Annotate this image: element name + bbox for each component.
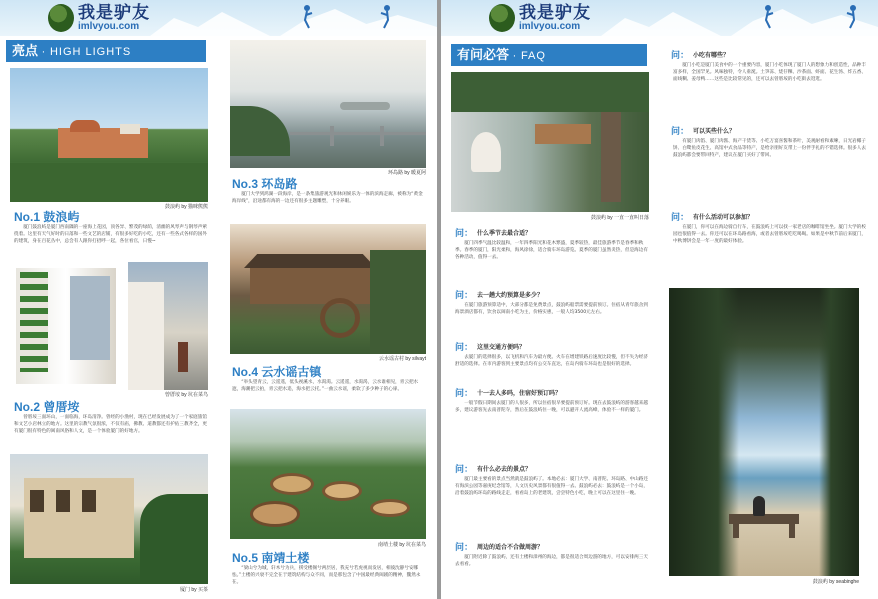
street-photo [128,262,208,390]
faq-answer: 厦门四季气温比较温和，一年四季阳光和花木繁盛，夏季较热，最佳旅游季节是春季和秋季。春季的厦门，阳光柔和，海风徐徐，适合骑车环岛游览。夏季的厦门虽然炎热，但是海边有各种活动，值得一去。 [455,241,648,261]
faq-answer: 厦门附近除了鼓浪屿，还有土楼和漳州的海边，都是很适合周边游的地方，可以安排两三天去看看。 [455,555,648,568]
photo-caption: 鼓浪屿 by 一直一直叫日落 [590,215,649,221]
ask-label: 问： [455,465,474,475]
section-title-highlights [6,40,206,62]
donkey-mascot-icon [48,4,74,32]
item-number: No.2 [14,400,41,414]
skier-icon [761,4,775,30]
faq-question-text: 什么季节去最合适？ [477,230,532,237]
ask-label: 问： [671,213,690,223]
section-title-faq [451,44,647,66]
faq-question-text: 有什么必去的景点？ [477,466,532,473]
ask-label: 问： [455,543,474,553]
item-number: No.1 [14,210,41,224]
faq-question [671,124,735,137]
section-title-sep: · [512,50,518,62]
photo-caption: 南靖土楼 by 坑在菜鸟 [377,542,426,548]
skier-icon [380,4,394,30]
faq-question [455,288,543,301]
logo-url: imlvyou.com [78,20,140,32]
item-description: 曾厝垵三面环山，一面临海，环岛清净。曾经的小渔村，现在已经发展成为了一个家庭旅馆和文艺小店林立的地方。这里的宗教气氛很浓，不仅有庙，佛教、道教都还有护佑三教齐全，更有厦门很有特色的闽南风俗和人文，是一个体验厦门的好地方。 [14,415,207,435]
huandaolu-photo [230,40,426,168]
faq-answer: 厦门最主要看的景点当然就是鼓浪屿了。本地必去：厦门大学、南普陀、环岛路、中山路还有海滨公园等嘉庚纪念馆等，人文历史风景都有很值得一去。鼓浪屿必去：鼓浪屿是一个小岛，沿着鼓浪屿环岛的路线走走，看看岛上的老建筑，尝尝特色小吃，晚上可以在这里住一晚。 [455,477,648,497]
faq-question-text: 这里交通方便吗？ [477,344,526,351]
photo-caption: 厦门 by 买茶 [179,587,208,593]
item-heading [232,549,309,566]
faq-question-text: 有什么活动可以参加？ [693,214,754,221]
item-number: No.5 [232,551,259,565]
faq-answer: 一般节假日期间去厦门的人很多，所以住宿很早要提前预订好。现在去鼓浪屿的游客越来越多，建议游客先去南普陀寺，然后在鼓浪屿住一晚，可以避开人流高峰，体验不一样的厦门。 [455,401,648,414]
faq-answer: 在厦门旅游预算适中，大部分都是免费景点，鼓浪屿船票需要提前预订。住宿从青年旅舍到海景酒店都有，饮食以闽南小吃为主，价格实惠，一般人均3500元左右。 [455,303,648,316]
section-title-cn: 亮点 [12,43,39,58]
ask-label: 问： [455,389,474,399]
faq-answer: 有厦门肉馅、厦门肉酱、海产干货等、小吃万宴喜酱和茶叶，美观耐看和素嗦，日光岩椰子饼、白鹭鱼皮花生、高馆中式食品等特产，是给亲朋好友带上一份伴手礼的不错选择。很多人去鼓浪屿都会要带回特产，建议在厦门买好了带回。 [673,139,866,159]
faq-question-text: 可以买些什么？ [693,128,736,135]
ask-label: 问： [671,51,690,61]
faq-question-text: 小吃有哪些？ [693,52,730,59]
item-description: 厦门大学到鸿湖一段海岸，是一条集旅游观光和休闲娱乐为一体的滨海走廊，被称为“黄金海岸线”，沿途都有海的一边还有很多主题雕塑，十分养眼。 [232,192,423,205]
photo-caption: 云水谣古村 by silvayt [379,356,426,362]
photo-caption: 鼓浪屿 by seabinghe [812,579,859,585]
item-number: No.4 [232,365,259,379]
item-number: No.3 [232,177,259,191]
section-title-en: FAQ [520,50,546,62]
site-logo[interactable] [48,2,150,34]
ask-label: 问： [671,127,690,137]
faq-question-text: 十一去人多吗，住宿好预订吗？ [477,390,562,397]
header-banner [441,0,878,36]
gulangyu-lane-photo [451,72,649,212]
logo-title: 我是驴友 [519,2,591,23]
item-heading [232,175,297,192]
item-heading [14,398,79,415]
section-title-en: HIGH LIGHTS [49,46,132,58]
faq-question [455,226,531,239]
faq-question [455,540,543,553]
header-banner [0,0,437,36]
item-description: 厦门鼓浪屿是厦门西南隅的一座海上花园，顶各异、繁茂的绿荫，清幽的风琴声与钢琴声萦绕着。这里有天气好时的日落和一些文艺的店铺，有很多好吃的小吃，还有一些各式各样的国外的建筑，身在百花丛中，总会有人跟你打招呼一起，各位看官，日慢~ [14,225,207,245]
photo-caption: 鼓浪屿 by 猫咪熊熊 [164,204,208,210]
faq-question [455,462,531,475]
right-page [441,0,878,599]
item-description: “举头望青云，云遥遥，低头视溪水，水渴渴。云遥遥，水渴渴，云水谁相见，青云把水遮，海潮把云拍，青云把水追，海水把云托。”一曲云水谣，柔软了多少种子的心扉。 [232,380,419,393]
photo-caption: 曾厝垵 by 坑在菜鸟 [164,392,208,398]
donkey-mascot-icon [489,4,515,32]
section-title-sep: · [41,46,47,58]
site-logo[interactable] [489,2,591,34]
faq-question [671,48,729,61]
item-heading [232,363,321,380]
nanjing-tulou-photo [230,409,426,539]
faq-answer: 厦门小吃是厦门美食中的一个重要内容，厦门小吃体现了厦门人的想象力和创造性，品种丰富多样，全国罕见。风味独特，令人垂涎。土笋冻、烧仔粿、沙茶面、虾面、花生汤、炸五香、面线糊、姜母鸭……这些是比较常见的，还可以去曾厝垵的小吃街去逛逛。 [673,63,866,83]
item-name: 曾厝垵 [43,400,80,414]
faq-question-text: 去一趟大约预算是多少？ [477,292,544,299]
photo-caption: 环岛路 by 暖夏阿 [387,170,426,176]
skier-icon [300,4,314,30]
item-heading [14,208,79,225]
logo-url: imlvyou.com [519,20,581,32]
yunshuiyao-photo [230,224,426,354]
faq-answer: 去厦门的选择很多，以飞机和汽车为最方便。火车在增建铁路后速度比较慢，但不失为经济舒适的选择。在市内游客到主要景点均有公交车直达，在岛内骑车环岛也是很好的选择。 [455,355,648,368]
item-name: 南靖土楼 [261,551,310,565]
item-name: 鼓浪屿 [43,210,80,224]
beach-photo [669,288,859,576]
item-description: “梁山兮为城，轩木兮为兵，援受楼阁兮两层居，我充兮若虎视而发居，相彼沈静兮安哪怯。”土楼的兴衰不完全在于建筑结构与众不同，而是那包含了中国最经典闽剧的精神，魏然永在。 [232,566,421,586]
skier-icon [846,4,860,30]
item-name: 云水谣古镇 [261,365,322,379]
item-name: 环岛路 [261,177,298,191]
ask-label: 问： [455,291,474,301]
left-page [0,0,437,599]
faq-question-text: 周边的适合不合做周游？ [477,544,544,551]
xiamen-photo [10,454,208,584]
faq-question [671,210,753,223]
ask-label: 问： [455,229,474,239]
gulangyu-photo [10,68,208,202]
section-title-cn: 有问必答 [457,47,510,62]
faq-question [455,386,561,399]
faq-question [455,340,525,353]
zengcuoan-photo [10,262,126,390]
logo-title: 我是驴友 [78,2,150,23]
faq-answer: 在厦门，你可以在海边骑自行车，在鼓浪屿上可以找一家老店的咖啡馆坐坐。厦门大学的校园也很值得一去。你还可以在环岛路看海，或者去曾厝垵吃吃喝喝。如果是中秋节前后来厦门，中秋博饼会是一年一度的最好体验。 [673,225,866,245]
ask-label: 问： [455,343,474,353]
